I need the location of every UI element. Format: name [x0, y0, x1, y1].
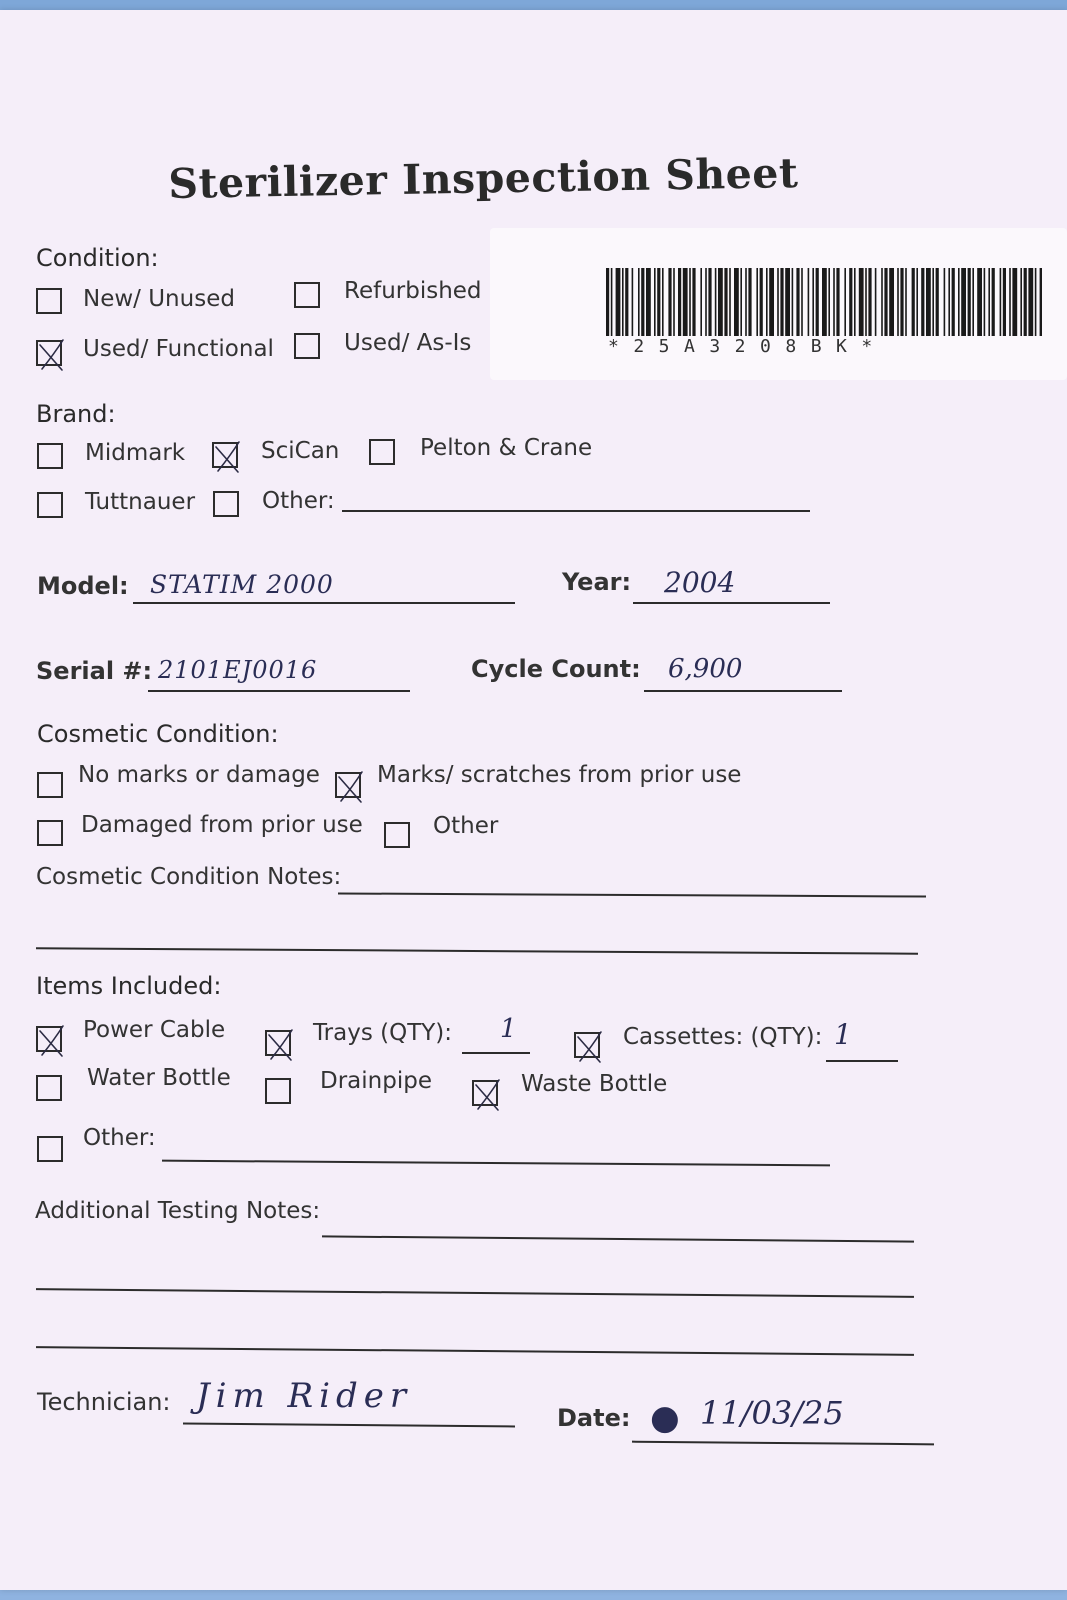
date-line[interactable]	[632, 1441, 934, 1446]
barcode-bar	[952, 268, 955, 336]
barcode-bar	[611, 268, 613, 336]
barcode-bar	[718, 268, 723, 336]
items-label-power-cable: Power Cable	[83, 1017, 226, 1043]
checkbox-no-marks[interactable]	[37, 772, 63, 798]
barcode-bar	[854, 268, 856, 336]
barcode-bar	[921, 268, 924, 336]
barcode-bar	[632, 268, 634, 336]
check-mark-icon	[263, 1026, 297, 1064]
barcode-bar	[977, 268, 982, 336]
barcode-bar	[1024, 268, 1027, 336]
barcode-bar	[646, 268, 651, 336]
barcode-bar	[865, 268, 867, 336]
cosmetic-notes-line-2[interactable]	[36, 947, 918, 954]
checkbox-cassettes[interactable]	[574, 1032, 600, 1058]
barcode-bar	[812, 268, 814, 336]
barcode-bar	[748, 268, 751, 336]
cycle-count-value: 6,900	[668, 654, 743, 684]
barcode-bar	[705, 268, 707, 336]
model-label: Model:	[37, 572, 129, 600]
items-label-water-bottle: Water Bottle	[87, 1065, 231, 1091]
items-other-line[interactable]	[162, 1160, 830, 1167]
barcode-bar	[729, 268, 731, 336]
barcode-bar	[792, 268, 794, 336]
page-title: Sterilizer Inspection Sheet	[168, 149, 799, 208]
model-line[interactable]	[133, 602, 515, 604]
barcode-bar	[678, 268, 681, 336]
barcode-bar	[606, 268, 609, 336]
barcode-bar	[828, 268, 830, 336]
barcode-bar	[683, 268, 688, 336]
trays-qty-line[interactable]	[462, 1052, 530, 1054]
checkbox-scican[interactable]	[212, 442, 238, 468]
model-value: STATIM 2000	[150, 570, 334, 599]
cosmetic-label-no-marks: No marks or damage	[78, 762, 320, 788]
serial-line[interactable]	[148, 690, 410, 692]
barcode-bar	[988, 268, 990, 336]
checkbox-cosmetic-other[interactable]	[384, 822, 410, 848]
items-label-other: Other:	[83, 1125, 156, 1151]
barcode-bar	[1009, 268, 1011, 336]
trays-qty-value: 1	[500, 1014, 517, 1044]
barcode-bar	[833, 268, 835, 336]
barcode-bar	[884, 268, 887, 336]
condition-label-new-unused: New/ Unused	[83, 286, 235, 312]
condition-label-used-functional: Used/ Functional	[83, 336, 274, 362]
barcode-bar	[715, 268, 717, 336]
cosmetic-label-marks-scratches: Marks/ scratches from prior use	[377, 762, 742, 788]
barcode-bar	[700, 268, 702, 336]
brand-label-other: Other:	[262, 488, 335, 514]
barcode-bar	[905, 268, 907, 336]
serial-label: Serial #:	[36, 657, 153, 685]
date-label: Date:	[557, 1404, 631, 1432]
condition-label-used-as-is: Used/ As-Is	[344, 330, 472, 356]
barcode-bar	[724, 268, 727, 336]
barcode-bar	[844, 268, 846, 336]
additional-notes-label: Additional Testing Notes:	[35, 1198, 321, 1224]
items-label-cassettes: Cassettes: (QTY):	[623, 1024, 823, 1050]
year-value: 2004	[664, 566, 736, 599]
barcode-bar	[673, 268, 675, 336]
brand-label-midmark: Midmark	[85, 440, 186, 466]
additional-notes-line-3[interactable]	[36, 1346, 914, 1356]
barcode-text: *25A3208BK*	[608, 336, 887, 357]
check-mark-icon	[333, 768, 367, 806]
barcode-bar	[912, 268, 915, 336]
brand-heading: Brand:	[36, 400, 116, 428]
barcode-bar	[657, 268, 660, 336]
date-ink-blot-icon: ●	[650, 1398, 680, 1438]
checkbox-drainpipe[interactable]	[265, 1078, 291, 1104]
barcode-bar	[948, 268, 950, 336]
barcode-bar	[766, 268, 768, 336]
check-mark-icon	[210, 438, 244, 476]
checkbox-midmark[interactable]	[37, 443, 63, 469]
barcode-bar	[1000, 268, 1002, 336]
cosmetic-heading: Cosmetic Condition:	[37, 720, 279, 748]
barcode-bar	[1040, 268, 1042, 336]
cassettes-qty-value: 1	[834, 1018, 852, 1051]
barcode-bar	[932, 268, 934, 336]
barcode-bar	[984, 268, 986, 336]
barcode-bar	[897, 268, 899, 336]
checkbox-refurbished[interactable]	[294, 282, 320, 308]
barcode-bar	[916, 268, 918, 336]
cosmetic-label-damaged: Damaged from prior use	[81, 812, 363, 838]
checkbox-new-unused[interactable]	[36, 288, 62, 314]
barcode-bar	[740, 268, 742, 336]
checkbox-tuttnauer[interactable]	[37, 492, 63, 518]
cycle-count-label: Cycle Count:	[471, 655, 641, 683]
check-mark-icon	[470, 1076, 504, 1114]
checkbox-waste-bottle[interactable]	[472, 1080, 498, 1106]
cosmetic-notes-label: Cosmetic Condition Notes:	[36, 864, 342, 890]
barcode-bar	[796, 268, 799, 336]
checkbox-damaged[interactable]	[37, 820, 63, 846]
serial-value: 2101EJ0016	[158, 656, 318, 684]
barcode-image	[606, 268, 1042, 336]
barcode-bar	[936, 268, 939, 336]
technician-line[interactable]	[183, 1423, 515, 1428]
items-heading: Items Included:	[36, 972, 222, 1000]
barcode-bar	[734, 268, 739, 336]
items-label-trays: Trays (QTY):	[313, 1020, 453, 1046]
barcode-bar	[662, 268, 664, 336]
barcode-bar	[756, 268, 758, 336]
condition-label-refurbished: Refurbished	[344, 278, 482, 304]
brand-label-scican: SciCan	[261, 438, 340, 464]
barcode-bar	[1020, 268, 1022, 336]
barcode-bar	[822, 268, 827, 336]
items-label-waste-bottle: Waste Bottle	[521, 1071, 668, 1097]
barcode-bar	[808, 268, 810, 336]
barcode-bar	[654, 268, 656, 336]
condition-heading: Condition:	[36, 244, 159, 272]
barcode-bar	[625, 268, 628, 336]
inspection-sheet	[0, 10, 1067, 1590]
additional-notes-line-2[interactable]	[36, 1288, 914, 1298]
barcode-bar	[760, 268, 763, 336]
barcode-bar	[868, 268, 871, 336]
barcode-bar	[881, 268, 883, 336]
items-label-drainpipe: Drainpipe	[320, 1068, 432, 1094]
barcode-bar	[849, 268, 852, 336]
barcode-bar	[616, 268, 621, 336]
checkbox-power-cable[interactable]	[36, 1026, 62, 1052]
barcode-bar	[769, 268, 774, 336]
brand-label-tuttnauer: Tuttnauer	[85, 489, 196, 515]
barcode-bar	[926, 268, 931, 336]
checkbox-brand-other[interactable]	[213, 491, 239, 517]
barcode-bar	[1028, 268, 1033, 336]
barcode-bar	[1012, 268, 1017, 336]
cassettes-qty-line[interactable]	[826, 1060, 898, 1062]
technician-signature: Jim Rider	[196, 1376, 413, 1416]
barcode-bar	[944, 268, 946, 336]
additional-notes-line-1[interactable]	[322, 1235, 914, 1242]
checkbox-trays[interactable]	[265, 1030, 291, 1056]
check-mark-icon	[34, 336, 68, 374]
brand-label-pelton-crane: Pelton & Crane	[420, 435, 593, 461]
barcode-bar	[780, 268, 783, 336]
cycle-count-line[interactable]	[644, 690, 842, 692]
barcode-bar	[961, 268, 966, 336]
barcode-bar	[859, 268, 864, 336]
barcode-bar	[801, 268, 803, 336]
cosmetic-notes-line-1[interactable]	[338, 892, 926, 897]
barcode-bar	[777, 268, 779, 336]
barcode-bar	[875, 268, 877, 336]
barcode-bar	[836, 268, 839, 336]
technician-label: Technician:	[37, 1388, 171, 1416]
barcode-bar	[689, 268, 691, 336]
cosmetic-label-other: Other	[433, 813, 499, 839]
barcode-bar	[622, 268, 624, 336]
barcode-bar	[745, 268, 747, 336]
year-line[interactable]	[633, 602, 830, 604]
barcode-bar	[900, 268, 903, 336]
barcode-bar	[1035, 268, 1037, 336]
barcode-bar	[638, 268, 640, 336]
brand-other-line[interactable]	[342, 510, 810, 512]
barcode-bar	[1003, 268, 1006, 336]
checkbox-pelton-crane[interactable]	[369, 439, 395, 465]
year-label: Year:	[562, 568, 632, 596]
checkbox-used-as-is[interactable]	[294, 333, 320, 359]
barcode-bar	[816, 268, 819, 336]
barcode-bar	[641, 268, 644, 336]
checkbox-marks-scratches[interactable]	[335, 772, 361, 798]
date-value: 11/03/25	[700, 1394, 844, 1432]
barcode-bar	[668, 268, 671, 336]
check-mark-icon	[572, 1028, 606, 1066]
barcode-bar	[968, 268, 971, 336]
checkbox-used-functional[interactable]	[36, 340, 62, 366]
barcode-bar	[958, 268, 960, 336]
barcode-bar	[692, 268, 695, 336]
checkbox-items-other[interactable]	[37, 1136, 63, 1162]
check-mark-icon	[34, 1022, 68, 1060]
barcode-bar	[889, 268, 894, 336]
checkbox-water-bottle[interactable]	[36, 1075, 62, 1101]
barcode-bar	[972, 268, 974, 336]
barcode-bar	[992, 268, 995, 336]
barcode-bar	[785, 268, 790, 336]
barcode-bar	[708, 268, 711, 336]
